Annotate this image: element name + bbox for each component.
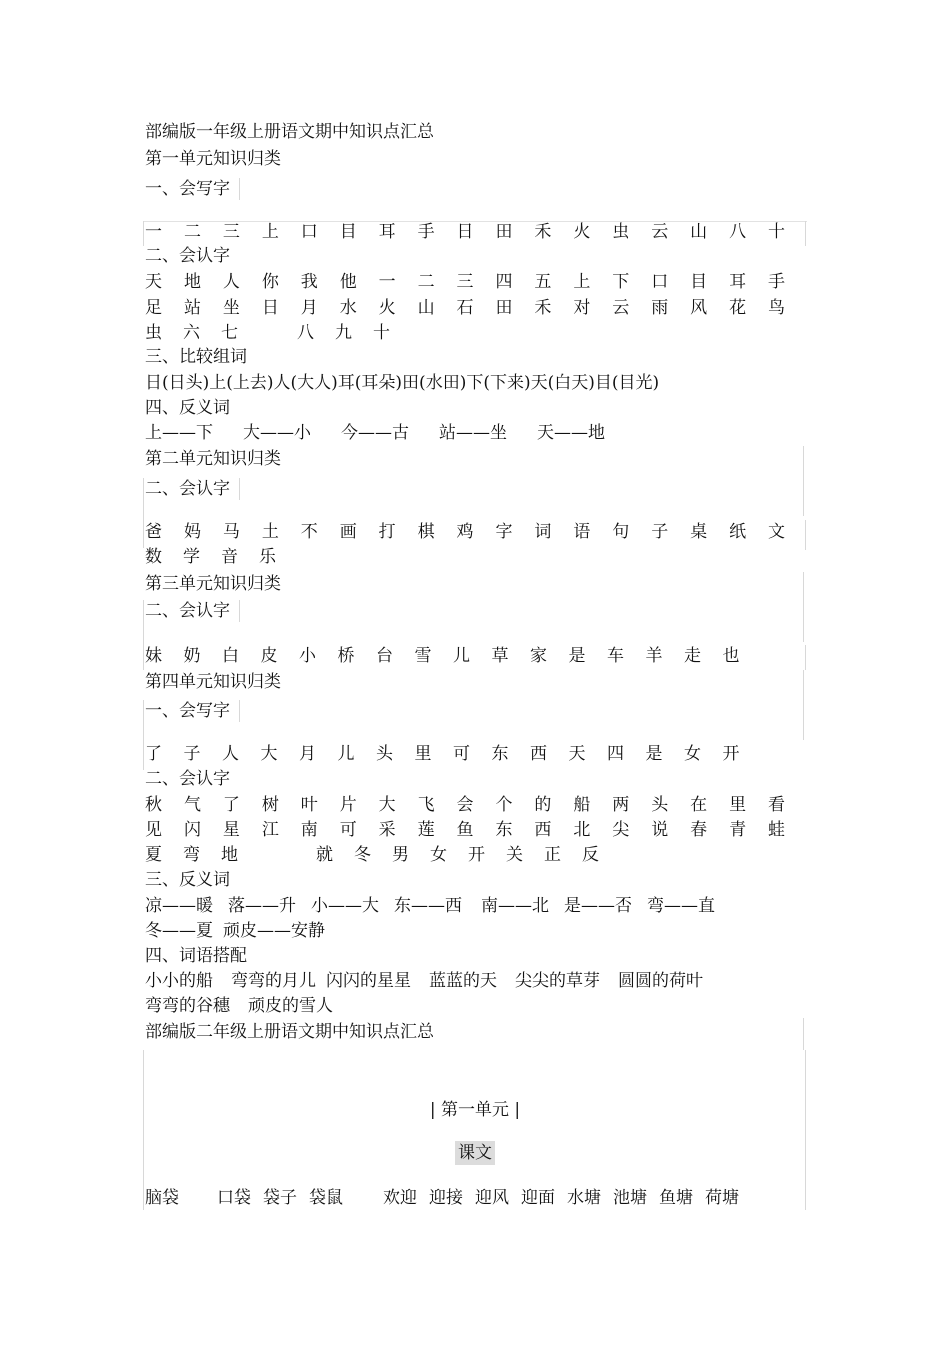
text-item: 十	[768, 222, 785, 242]
text-item: 纸	[729, 522, 747, 542]
text-item: 闪闪的星星	[326, 971, 411, 991]
text-item: 句	[612, 522, 630, 542]
text-item: 爸	[145, 522, 162, 542]
text-item: 儿	[453, 646, 470, 666]
unit1-write-row	[145, 221, 785, 243]
unit4-recognize-row-1	[145, 794, 785, 816]
text-item: 文	[768, 522, 785, 542]
unit4-title: 第四单元知识归类	[145, 672, 281, 692]
text-item: 女	[430, 845, 447, 865]
unit4-antonym-row-1	[145, 895, 715, 917]
text-item: 雪	[414, 646, 432, 666]
text-item: 迎接	[429, 1188, 463, 1208]
text-item: 手	[768, 272, 785, 292]
text-item: 西	[534, 820, 552, 840]
text-item: 见	[145, 820, 162, 840]
text-item: 可	[339, 820, 357, 840]
text-item: 耳	[729, 272, 747, 292]
text-item: 九	[335, 323, 352, 343]
text-item: 头	[376, 744, 393, 764]
text-item: 凉——暖	[145, 896, 213, 916]
text-item: 虫	[145, 323, 162, 343]
text-item: 站	[183, 298, 201, 318]
table-border	[805, 221, 806, 246]
text-item: 打	[378, 522, 396, 542]
text-item: 火	[378, 298, 396, 318]
text-item: 地	[183, 272, 201, 292]
text-item: 虫	[612, 222, 630, 242]
text-item: 雨	[651, 298, 669, 318]
text-item: 弯	[183, 845, 200, 865]
text-item: 人	[222, 744, 239, 764]
text-item: 羊	[645, 646, 663, 666]
text-item: 开	[468, 845, 485, 865]
table-border	[803, 446, 804, 516]
text-item: 你	[261, 272, 279, 292]
text-item: 欢迎	[383, 1188, 417, 1208]
grade2-unit-label: | 第一单元 |	[429, 1100, 521, 1120]
text-item: 天	[568, 744, 586, 764]
table-border	[239, 600, 240, 622]
text-item: 上	[261, 222, 279, 242]
text-item: 蛙	[768, 820, 785, 840]
table-border	[143, 600, 144, 670]
text-item: 八	[297, 323, 314, 343]
text-item: 看	[768, 795, 785, 815]
text-item: 台	[376, 646, 393, 666]
text-item: 子	[651, 522, 669, 542]
text-item: 春	[690, 820, 708, 840]
text-item: 花	[729, 298, 747, 318]
table-border	[805, 645, 806, 670]
unit3-recognize-row-1	[145, 645, 740, 667]
text-item: 正	[544, 845, 561, 865]
text-item: 目	[690, 272, 708, 292]
text-item: 是	[568, 646, 586, 666]
text-item: 大	[378, 795, 396, 815]
text-item: 口	[651, 272, 669, 292]
text-item: 小	[299, 646, 316, 666]
table-border	[803, 670, 804, 740]
table-border	[805, 520, 806, 550]
text-item: 数	[145, 547, 162, 567]
text-item: 口	[300, 222, 318, 242]
text-item: 鱼	[456, 820, 474, 840]
text-item: 闪	[183, 820, 201, 840]
text-item: 水塘	[567, 1188, 601, 1208]
text-item: 尖	[612, 820, 630, 840]
text-item: 迎风	[475, 1188, 509, 1208]
text-item: 青	[729, 820, 747, 840]
text-item: 风	[690, 298, 708, 318]
unit4-recognize-row-3	[145, 844, 599, 866]
text-item: 大	[260, 744, 278, 764]
text-item: 下	[612, 272, 630, 292]
text-item: 小小的船	[145, 971, 213, 991]
grade2-title: 部编版二年级上册语文期中知识点汇总	[145, 1022, 434, 1042]
text-item: 二	[417, 272, 435, 292]
text-item: 荷塘	[705, 1188, 739, 1208]
text-item: 树	[261, 795, 279, 815]
unit1-title: 第一单元知识归类	[145, 149, 281, 169]
unit1-antonym-heading: 四、反义词	[145, 398, 230, 418]
text-item: 六	[183, 323, 200, 343]
text-item: 弯——直	[647, 896, 715, 916]
unit4-antonym-row-2	[145, 920, 325, 942]
text-item: 顽皮的雪人	[248, 996, 333, 1016]
text-item: 田	[495, 298, 513, 318]
text-item: 耳	[378, 222, 396, 242]
document-title: 部编版一年级上册语文期中知识点汇总	[145, 122, 434, 142]
text-item: 袋鼠	[309, 1188, 343, 1208]
text-item: 音	[221, 547, 238, 567]
text-item: 女	[684, 744, 701, 764]
text-item: 一	[145, 222, 162, 242]
text-item: 个	[495, 795, 513, 815]
text-item: 船	[573, 795, 591, 815]
text-item: 西	[530, 744, 547, 764]
unit1-recognize-row-2	[145, 297, 785, 319]
text-item: 八	[729, 222, 747, 242]
text-item: 东	[495, 820, 513, 840]
text-item: 家	[530, 646, 547, 666]
text-item: 鸟	[768, 298, 785, 318]
text-item: 火	[573, 222, 591, 242]
unit4-recognize-row-2	[145, 819, 785, 841]
text-item: 子	[183, 744, 201, 764]
text-item: 日	[456, 222, 474, 242]
grade2-section-label: 课文	[455, 1141, 495, 1165]
text-item: 二	[183, 222, 201, 242]
text-item: 车	[607, 646, 624, 666]
unit2-title: 第二单元知识归类	[145, 449, 281, 469]
text-item: 男	[392, 845, 409, 865]
text-item: 是——否	[564, 896, 632, 916]
text-item: 三	[456, 272, 474, 292]
text-item: 山	[417, 298, 435, 318]
text-item: 马	[222, 522, 240, 542]
text-item: 语	[573, 522, 591, 542]
text-item: 上	[573, 272, 591, 292]
text-item: 我	[300, 272, 318, 292]
text-item: 秋	[145, 795, 162, 815]
text-item: 学	[183, 547, 200, 567]
text-item: 东	[491, 744, 509, 764]
unit4-recognize-heading: 二、会认字	[145, 769, 230, 789]
unit2-recognize-row-2	[145, 546, 276, 568]
text-item: 禾	[534, 222, 552, 242]
unit4-match-heading: 四、词语搭配	[145, 946, 247, 966]
text-item: 鸡	[456, 522, 474, 542]
text-item: 四	[495, 272, 513, 292]
text-item: 上——下	[145, 423, 213, 443]
text-item: 脑袋	[145, 1188, 179, 1208]
text-item: 叶	[300, 795, 318, 815]
text-item: 东——西	[394, 896, 462, 916]
unit4-write-row	[145, 743, 740, 765]
unit3-recognize-heading: 二、会认字	[145, 601, 230, 621]
text-item: 了	[145, 744, 162, 764]
text-item: 目	[339, 222, 357, 242]
text-item: 字	[495, 522, 513, 542]
text-item: 足	[145, 298, 162, 318]
text-item: 画	[339, 522, 357, 542]
unit4-write-heading: 一、会写字	[145, 701, 230, 721]
text-item: 月	[300, 298, 318, 318]
table-border	[143, 1050, 144, 1210]
grade2-section-label-wrap	[0, 1142, 950, 1164]
text-item: 星	[222, 820, 240, 840]
text-item: 走	[684, 646, 701, 666]
table-border	[239, 478, 240, 500]
text-item: 可	[453, 744, 470, 764]
text-item: 三	[222, 222, 240, 242]
text-item: 在	[690, 795, 708, 815]
text-item: 会	[456, 795, 474, 815]
text-item: 水	[339, 298, 357, 318]
text-item: 天——地	[537, 423, 605, 443]
text-item: 莲	[417, 820, 435, 840]
text-item: 他	[339, 272, 357, 292]
table-border	[239, 700, 240, 722]
text-item: 妈	[183, 522, 201, 542]
unit2-recognize-heading: 二、会认字	[145, 479, 230, 499]
text-item: 十	[373, 323, 390, 343]
unit1-antonym-line	[145, 422, 605, 444]
text-item: 开	[722, 744, 740, 764]
text-item: 人	[222, 272, 240, 292]
unit1-recognize-row-3	[145, 322, 390, 344]
text-item: 飞	[417, 795, 435, 815]
text-item: 手	[417, 222, 435, 242]
table-border	[143, 221, 144, 246]
text-item: 日	[261, 298, 279, 318]
text-item: 云	[612, 298, 630, 318]
text-item: 南	[300, 820, 318, 840]
text-item: 是	[645, 744, 663, 764]
text-item: 关	[506, 845, 523, 865]
text-item: 桌	[690, 522, 708, 542]
text-item: 石	[456, 298, 474, 318]
text-item: 气	[183, 795, 201, 815]
text-item: 禾	[534, 298, 552, 318]
unit2-recognize-row-1	[145, 521, 785, 543]
text-item: 山	[690, 222, 708, 242]
text-item: 七	[221, 323, 238, 343]
text-item: 落——升	[228, 896, 296, 916]
text-item: 冬	[354, 845, 371, 865]
text-item: 月	[299, 744, 316, 764]
text-item: 夏	[145, 845, 162, 865]
text-item: 坐	[222, 298, 240, 318]
text-item: 鱼塘	[659, 1188, 693, 1208]
text-item: 尖尖的草芽	[515, 971, 600, 991]
text-item: 头	[651, 795, 669, 815]
unit1-recognize-row-1	[145, 271, 785, 293]
unit4-antonym-heading: 三、反义词	[145, 870, 230, 890]
text-item: 弯弯的月儿	[231, 971, 316, 991]
text-item: 词	[534, 522, 552, 542]
text-item: 的	[534, 795, 552, 815]
text-item: 南——北	[481, 896, 549, 916]
text-item: 田	[495, 222, 513, 242]
text-item: 妹	[145, 646, 162, 666]
text-item: 就	[316, 845, 333, 865]
unit4-match-row-2	[145, 995, 333, 1017]
table-border	[803, 1018, 804, 1050]
table-border	[239, 178, 240, 200]
text-item: 迎面	[521, 1188, 555, 1208]
text-item: 今——古	[341, 423, 409, 443]
text-item: 小——大	[311, 896, 379, 916]
unit1-compare-heading: 三、比较组词	[145, 347, 247, 367]
text-item: 桥	[337, 646, 355, 666]
unit1-compare-line: 日(日头)上(上去)人(大人)耳(耳朵)田(水田)下(下来)天(白天)目(目光)	[145, 373, 660, 393]
text-item: 冬——夏	[145, 921, 213, 941]
table-border	[143, 478, 144, 548]
table-border	[143, 700, 144, 770]
unit4-match-row-1	[145, 970, 703, 992]
text-item: 对	[573, 298, 591, 318]
text-item: 口袋	[217, 1188, 251, 1208]
text-item: 顽皮——安静	[223, 921, 325, 941]
unit1-recognize-heading: 二、会认字	[145, 246, 230, 266]
text-item: 江	[261, 820, 279, 840]
text-item: 北	[573, 820, 591, 840]
unit3-title: 第三单元知识归类	[145, 574, 281, 594]
text-item: 里	[414, 744, 432, 764]
text-item: 土	[261, 522, 279, 542]
text-item: 棋	[417, 522, 435, 542]
text-item: 片	[339, 795, 357, 815]
text-item: 说	[651, 820, 669, 840]
text-item: 一	[378, 272, 396, 292]
text-item: 袋子	[263, 1188, 297, 1208]
text-item: 圆圆的荷叶	[618, 971, 703, 991]
text-item: 草	[491, 646, 509, 666]
text-item: 蓝蓝的天	[429, 971, 497, 991]
text-item: 反	[582, 845, 599, 865]
text-item: 儿	[337, 744, 355, 764]
text-item: 也	[722, 646, 740, 666]
text-item: 奶	[183, 646, 201, 666]
grade2-word-row	[145, 1187, 739, 1209]
text-item: 不	[300, 522, 318, 542]
text-item: 了	[222, 795, 240, 815]
text-item: 弯弯的谷穗	[145, 996, 230, 1016]
text-item: 四	[607, 744, 624, 764]
text-item: 采	[378, 820, 396, 840]
text-item: 天	[145, 272, 162, 292]
table-border	[805, 1050, 806, 1210]
table-border	[803, 572, 804, 642]
text-item: 大——小	[243, 423, 311, 443]
text-item: 白	[222, 646, 239, 666]
text-item: 里	[729, 795, 747, 815]
text-item: 云	[651, 222, 669, 242]
text-item: 站——坐	[439, 423, 507, 443]
text-item: 两	[612, 795, 630, 815]
text-item: 五	[534, 272, 552, 292]
text-item: 乐	[259, 547, 276, 567]
text-item: 池塘	[613, 1188, 647, 1208]
text-item: 皮	[260, 646, 278, 666]
text-item: 地	[221, 845, 238, 865]
unit1-write-heading: 一、会写字	[145, 179, 230, 199]
